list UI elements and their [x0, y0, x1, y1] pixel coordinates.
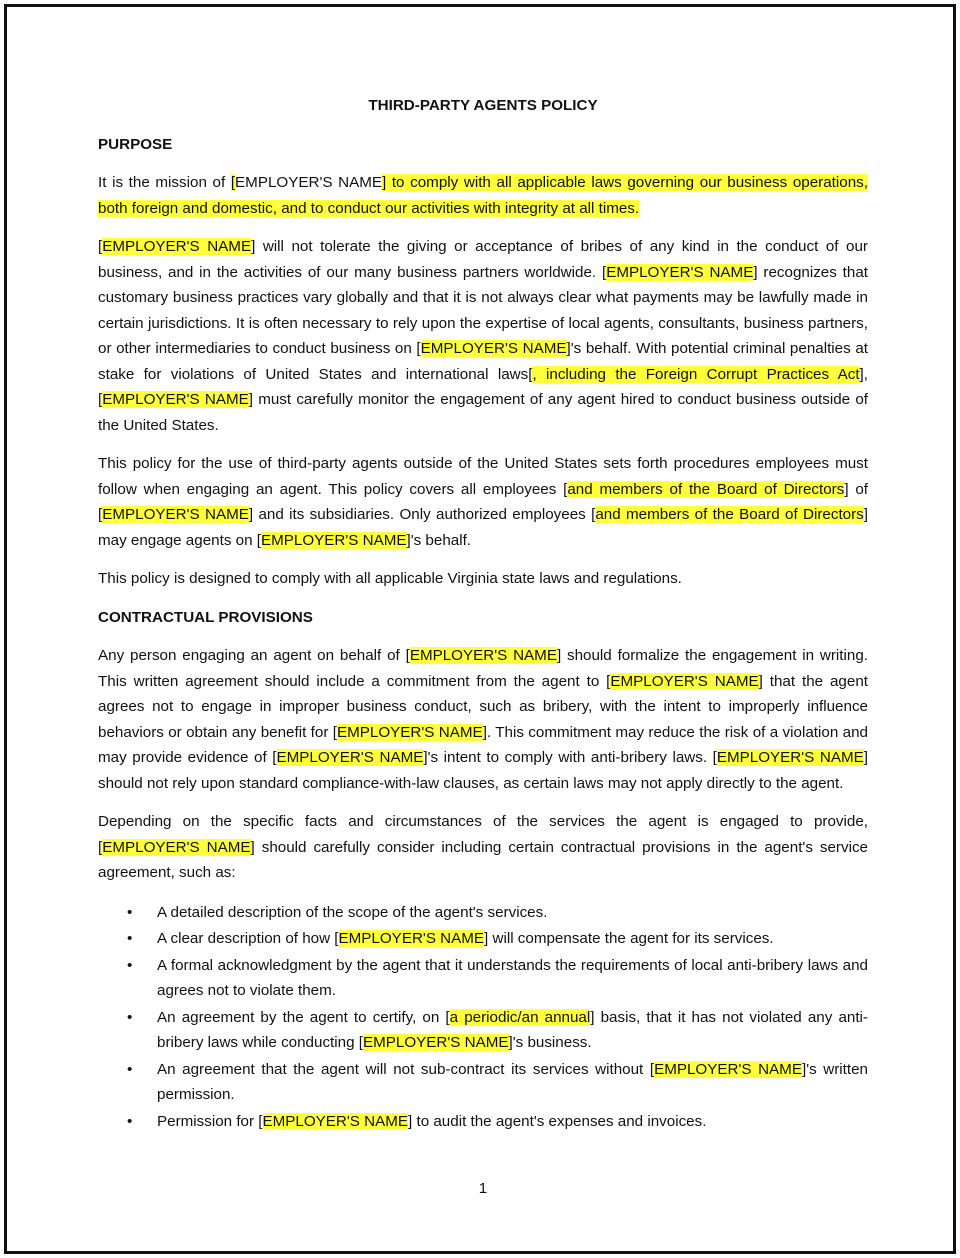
highlighted-placeholder: EMPLOYER'S NAME	[716, 749, 864, 766]
document-title: THIRD-PARTY AGENTS POLICY	[368, 97, 598, 114]
bullet-icon: •	[127, 903, 133, 921]
text-run: ] recognizes that customary business practices vary globally and that it is not always clear what payments may be lawfully made in certain jurisdictions. It is often necessary to rely upon the expertise of local agents, consultants, business partners, or other intermediaries to conduct business on [	[98, 263, 869, 357]
bullet-icon: •	[127, 1112, 133, 1130]
paragraph	[98, 234, 868, 438]
bullet-icon: •	[127, 1060, 133, 1078]
bullet-icon: •	[127, 930, 133, 947]
document-body	[98, 93, 868, 1135]
text-run: ] of [	[98, 480, 869, 523]
text-run: ] that the agent agrees not to engage in improper business conduct, such as bribery, with the intent to improperly influence behaviors or obtain any benefit for [	[98, 672, 868, 741]
highlighted-placeholder: EMPLOYER'S NAME	[102, 506, 249, 523]
text-run: ]'s intent to comply with anti-bribery laws. [	[423, 749, 717, 766]
text-run: ] should carefully consider including certain contractual provisions in the agent's service agreement, such as:	[98, 838, 868, 881]
text-run: ]'s behalf.	[406, 531, 472, 549]
highlighted-placeholder: EMPLOYER'S NAME	[606, 263, 754, 281]
highlighted-placeholder: and members of the Board of Directors	[567, 480, 845, 498]
text-run: ] should not rely upon standard compliance-with-law clauses, as certain laws may not apply directly to the agent.	[98, 749, 868, 792]
paragraph	[98, 451, 868, 553]
text-run: ] must carefully monitor the engagement of any agent hired to conduct business outside of the United States.	[98, 391, 869, 434]
page-number: 1	[478, 1180, 488, 1197]
text-run: ]. This commitment may reduce the risk of a violation and may provide evidence of [	[98, 723, 868, 766]
text-run: It is the mission of	[98, 174, 231, 191]
highlighted-placeholder: and members of the Board of Directors	[595, 506, 864, 523]
highlighted-placeholder: EMPLOYER'S NAME	[260, 531, 407, 549]
highlighted-placeholder: EMPLOYER'S NAME	[362, 1034, 509, 1051]
paragraph: This policy is designed to comply with all applicable Virginia state laws and regulations.	[98, 570, 682, 587]
text-run: [	[98, 238, 103, 255]
text-run: This policy for the use of third-party agents outside of the United States sets forth procedures employees must follow when engaging an agent. This policy covers all employees [	[98, 455, 868, 498]
text-run: ]'s behalf. With potential criminal penalties at stake for violations of United States and international laws[	[98, 340, 868, 383]
text-run: Any person engaging an agent on behalf of [	[98, 647, 410, 664]
text-run: Permission for [	[157, 1112, 263, 1130]
list-item	[98, 900, 868, 926]
text-run: ] should formalize the engagement in writing. This written agreement should include a commitment from the agent to [	[98, 647, 868, 690]
provisions-list	[98, 900, 868, 1135]
highlighted-placeholder: EMPLOYER'S NAME	[610, 672, 759, 690]
paragraph	[98, 170, 868, 221]
highlighted-placeholder: EMPLOYER'S NAME	[102, 838, 251, 856]
text-run: A detailed description of the scope of the agent's services.	[157, 903, 548, 921]
text-run: ] will compensate the agent for its services.	[484, 930, 774, 947]
list-item	[98, 1109, 868, 1135]
document-page	[4, 4, 956, 1254]
text-run: A clear description of how [	[157, 930, 339, 947]
highlighted-placeholder: , including the Foreign Corrupt Practices Act	[532, 365, 860, 383]
highlighted-placeholder: EMPLOYER'S NAME	[262, 1112, 409, 1130]
highlighted-placeholder: ] to comply with all applicable laws governing our business operations, both foreign and domestic, and to conduct our activities with integrity at all times.	[98, 174, 868, 217]
highlighted-placeholder: EMPLOYER'S NAME	[102, 238, 252, 255]
text-run: ] to audit the agent's expenses and invoices.	[408, 1112, 707, 1130]
bullet-icon: •	[127, 1008, 133, 1026]
text-run: ] may engage agents on [	[98, 506, 868, 549]
list-item	[98, 1057, 868, 1108]
highlighted-placeholder: EMPLOYER'S NAME	[337, 723, 483, 741]
highlighted-placeholder: EMPLOYER'S NAME	[338, 930, 485, 947]
text-run: An agreement that the agent will not sub-contract its services without [	[157, 1060, 655, 1078]
text-run: ], [	[98, 365, 868, 408]
list-item	[98, 953, 868, 1004]
bullet-icon: •	[127, 956, 133, 974]
text-run: ]'s business.	[508, 1034, 592, 1051]
highlighted-placeholder: EMPLOYER'S NAME	[276, 749, 424, 766]
text-run: ] and its subsidiaries. Only authorized employees [	[248, 506, 596, 523]
text-run: ]'s written permission.	[157, 1060, 868, 1103]
list-item	[98, 1005, 868, 1056]
text-run: An agreement by the agent to certify, on [	[157, 1008, 450, 1026]
text-run: A formal acknowledgment by the agent that it understands the requirements of local anti-bribery laws and agrees not to violate them.	[157, 956, 868, 999]
section-heading-contractual-provisions: CONTRACTUAL PROVISIONS	[98, 608, 313, 626]
text-run: ] basis, that it has not violated any anti-bribery laws while conducting [	[157, 1008, 868, 1051]
highlighted-placeholder: a periodic/an annual	[449, 1008, 591, 1026]
highlighted-placeholder: EMPLOYER'S NAME	[409, 647, 557, 664]
text-run: EMPLOYER'S NAME	[235, 174, 382, 191]
highlighted-placeholder: EMPLOYER'S NAME	[102, 391, 249, 408]
paragraph	[98, 809, 868, 886]
paragraph	[98, 643, 868, 796]
highlighted-placeholder: EMPLOYER'S NAME	[654, 1060, 802, 1078]
text-run: ] will not tolerate the giving or acceptance of bribes of any kind in the conduct of our business, and in the activities of our many business partners worldwide. [	[98, 238, 868, 281]
highlighted-placeholder: EMPLOYER'S NAME	[420, 340, 567, 357]
text-run: Depending on the specific facts and circumstances of the services the agent is engaged to provide, [	[98, 813, 868, 856]
list-item	[98, 926, 868, 952]
highlighted-placeholder: [	[230, 174, 236, 191]
section-heading-purpose: PURPOSE	[98, 135, 173, 153]
